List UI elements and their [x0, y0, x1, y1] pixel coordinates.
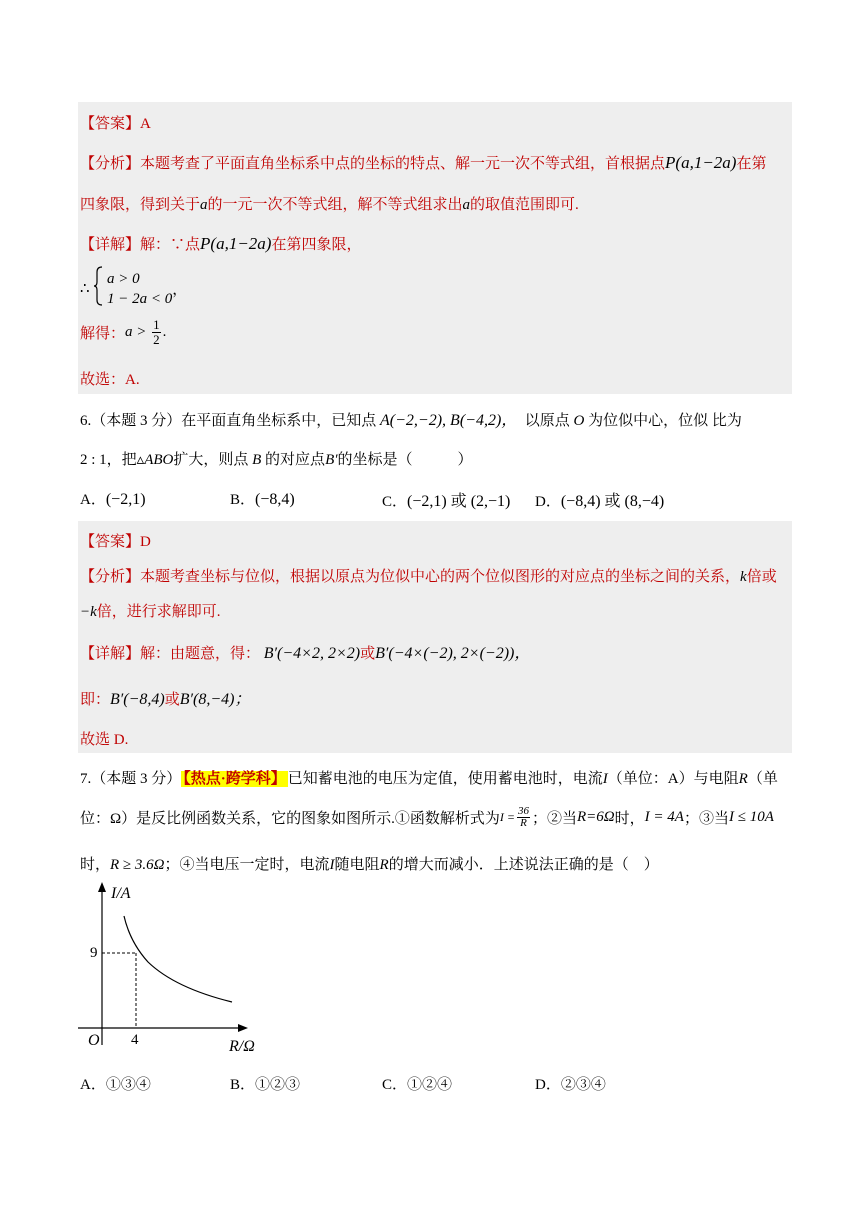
q6-option-d[interactable]: D．(−8,4) 或 (8,−4): [535, 493, 665, 510]
q5-solve-line: 解得：a > $\frac{1}{2}$ .: [80, 317, 167, 347]
q6-detail-line2: 即：B′(−8,4)或B′(8,−4)；: [80, 691, 251, 708]
q5-analysis-label: 【分析】: [80, 156, 141, 172]
q6-stem-line1: 6.（本题 3 分）在平面直角坐标系中，已知点 A(−2,−2), B(−4,2)， 以原点 O 为位似中心，位似 比为: [80, 412, 742, 429]
q6-analysis-line1: 【分析】本题考查坐标与位似，根据以原点为位似中心的两个位似图形的对应点的坐标之间的关系，k倍或: [80, 569, 777, 585]
q7-stem-line3: 时，R ≥ 3.6Ω；④当电压一定时，电流I随电阻R的增大而减小．上述说法正确的是（ ）: [80, 857, 659, 873]
q6-detail-line1: 【详解】解：由题意，得： B′(−4×2, 2×2)或B′(−4×(−2), 2×(−2))，: [80, 645, 531, 662]
q7-fraction: $\frac{36}{R}$: [518, 805, 529, 829]
q5-inequality-system: ∴ a > 0 1 − 2a < 0 ，: [80, 266, 187, 311]
q5-choice: 故选：A.: [80, 372, 140, 388]
q7-option-c[interactable]: C．①②④: [382, 1077, 453, 1093]
q6-choice: 故选 D.: [80, 732, 129, 748]
q5-answer-label: 【答案】: [80, 116, 141, 132]
q7-hot-topic-tag: 【热点·跨学科】: [183, 771, 286, 787]
q7-stem-line1: 7.（本题 3 分） 【热点·跨学科】 已知蓄电池的电压为定值，使用蓄电池时，电流I（单位：A）与电阻R（单: [80, 771, 778, 787]
q5-analysis-line2: 四象限，得到关于a的一元一次不等式组，解不等式组求出a的取值范围即可.: [80, 197, 579, 213]
q7-stem-line2: 位：Ω）是反比例函数关系，它的图象如图所示.①函数解析式为I = $\frac{36}{R}$ ；②当R=6Ω时，I = 4A；③当I ≤ 10A: [80, 805, 774, 829]
q7-option-b[interactable]: B．①②③: [230, 1077, 301, 1093]
graph-origin: O: [88, 1032, 100, 1049]
q5-detail-line1: 【详解】解：∵点P(a,1−2a)在第四象限，: [80, 234, 362, 253]
brace-icon: [93, 266, 103, 311]
q5-answer-line: [80, 112, 151, 133]
q6-analysis-line2: −k倍，进行求解即可.: [80, 604, 221, 620]
q7-option-d[interactable]: D．②③④: [535, 1077, 606, 1093]
graph-y-tick: 9: [90, 945, 98, 961]
q7-inverse-proportion-graph: [70, 880, 270, 1060]
graph-x-tick: 4: [131, 1032, 139, 1048]
q6-option-b[interactable]: B．(−8,4): [230, 491, 295, 508]
hyperbola-curve: [124, 916, 232, 1002]
graph-y-label: I/A: [111, 885, 131, 902]
q7-option-a[interactable]: A．①③④: [80, 1077, 151, 1093]
q6-points: A(−2,−2), B(−4,2)，: [380, 412, 518, 429]
q6-option-a[interactable]: A．(−2,1): [80, 491, 146, 508]
graph-x-label: R/Ω: [229, 1038, 255, 1055]
q6-stem-line2: 2 : 1，把▵ABO扩大，则点 B 的对应点B′的坐标是（ ）: [80, 452, 473, 468]
y-axis-arrow-icon: [98, 882, 106, 892]
q6-option-c[interactable]: C．(−2,1) 或 (2,−1): [382, 493, 511, 510]
q5-ineq2: 1 − 2a < 0: [107, 290, 173, 307]
q5-answer-value: A: [140, 116, 151, 132]
q5-detail-label: 【详解】: [80, 237, 141, 253]
q5-solve-fraction: $\frac{1}{2}$: [153, 317, 160, 347]
q6-answer-panel: [78, 521, 792, 753]
q5-point-expr: P(a,1−2a): [665, 153, 737, 172]
x-axis-arrow-icon: [238, 1024, 248, 1032]
q5-analysis-line1: 【分析】本题考查了平面直角坐标系中点的坐标的特点、解一元一次不等式组，首根据点P(a,1−2a)在第: [80, 153, 767, 172]
q5-ineq1: a > 0: [107, 270, 140, 287]
q6-answer-line: 【答案】D: [80, 534, 151, 550]
